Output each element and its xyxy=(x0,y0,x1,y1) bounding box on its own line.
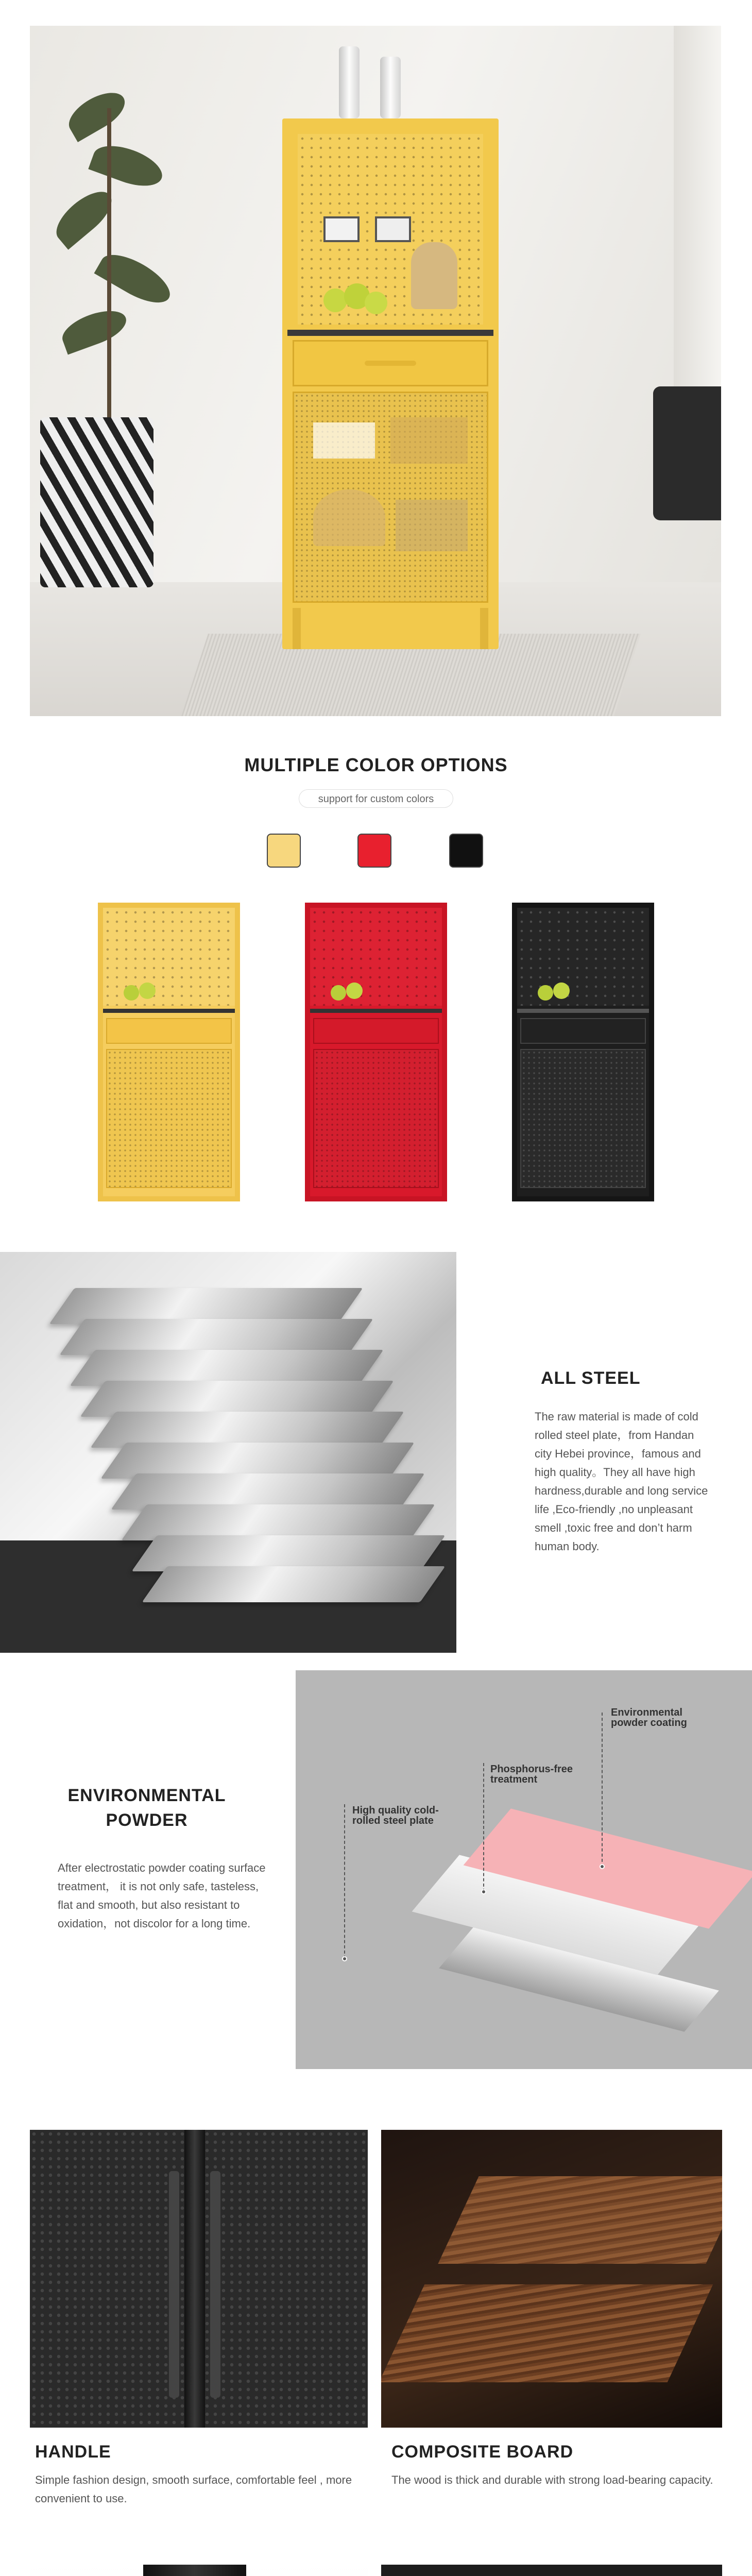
apple xyxy=(323,289,347,312)
wheels-image xyxy=(381,2565,722,2576)
shelf xyxy=(287,330,493,336)
glass-vase xyxy=(339,46,360,118)
hero-cabinet xyxy=(282,118,499,649)
basket xyxy=(396,500,468,551)
label-phosphorus: Phosphorus-free treatment xyxy=(490,1764,573,1785)
cabinet-black xyxy=(512,903,654,1201)
cabinet-yellow xyxy=(98,903,240,1201)
cabinet-leg xyxy=(293,608,301,649)
board-title: COMPOSITE BOARD xyxy=(391,2442,574,2462)
colors-subtitle: support for custom colors xyxy=(299,789,453,808)
board-image xyxy=(381,2130,722,2428)
cabinet-items xyxy=(390,417,468,464)
swatch-yellow[interactable] xyxy=(267,834,301,868)
photo-frame xyxy=(375,216,411,242)
drawer-handle xyxy=(365,361,416,366)
sofa xyxy=(653,386,721,520)
label-environmental-coating: Environmental powder coating xyxy=(611,1707,687,1728)
colors-title: MULTIPLE COLOR OPTIONS xyxy=(244,754,508,775)
powder-text: After electrostatic powder coating surface treatment， it is not only safe, tasteless, flat and smooth, but also resistant to oxidation，not discolor for a long time. xyxy=(58,1861,266,1930)
plant-leaf xyxy=(88,138,167,194)
all-steel-title: ALL STEEL xyxy=(541,1368,641,1388)
powder-title-line2: POWDER xyxy=(106,1810,188,1830)
handle-image xyxy=(30,2130,368,2428)
all-steel-text: The raw material is made of cold rolled steel plate，from Handan city Hebei province，famous and high quality。They all have high hardness,durable and long service life ,Eco-friendly ,no unpleasant smell ,toxic free and don’t harm human body. xyxy=(535,1410,708,1553)
handle-title: HANDLE xyxy=(35,2442,111,2462)
steel-sheets-image xyxy=(0,1252,456,1653)
cabinet-leg xyxy=(480,608,488,649)
leg-image xyxy=(30,2565,368,2576)
curtain xyxy=(674,26,721,386)
plant-leaf xyxy=(94,246,177,312)
powder-layers-image xyxy=(296,1670,752,2069)
plant-stem xyxy=(107,108,111,438)
patterned-stool xyxy=(40,417,153,587)
hero-image xyxy=(30,26,721,716)
swatch-red[interactable] xyxy=(357,834,391,868)
apple xyxy=(365,292,387,314)
plant-leaf xyxy=(58,304,131,355)
plant-leaf xyxy=(62,84,131,142)
cabinet-red xyxy=(305,903,447,1201)
swatch-black[interactable] xyxy=(449,834,483,868)
handle-text: Simple fashion design, smooth surface, comfortable feel , more convenient to use. xyxy=(35,2473,352,2505)
cabinet-items xyxy=(313,422,375,459)
powder-title-line1: ENVIRONMENTAL xyxy=(67,1786,226,1805)
glass-vase xyxy=(380,57,401,118)
basket xyxy=(313,489,385,546)
vase xyxy=(411,242,457,309)
label-steel-plate: High quality cold-rolled steel plate xyxy=(352,1805,439,1826)
photo-frame xyxy=(323,216,360,242)
board-text: The wood is thick and durable with strong load-bearing capacity. xyxy=(391,2473,713,2486)
